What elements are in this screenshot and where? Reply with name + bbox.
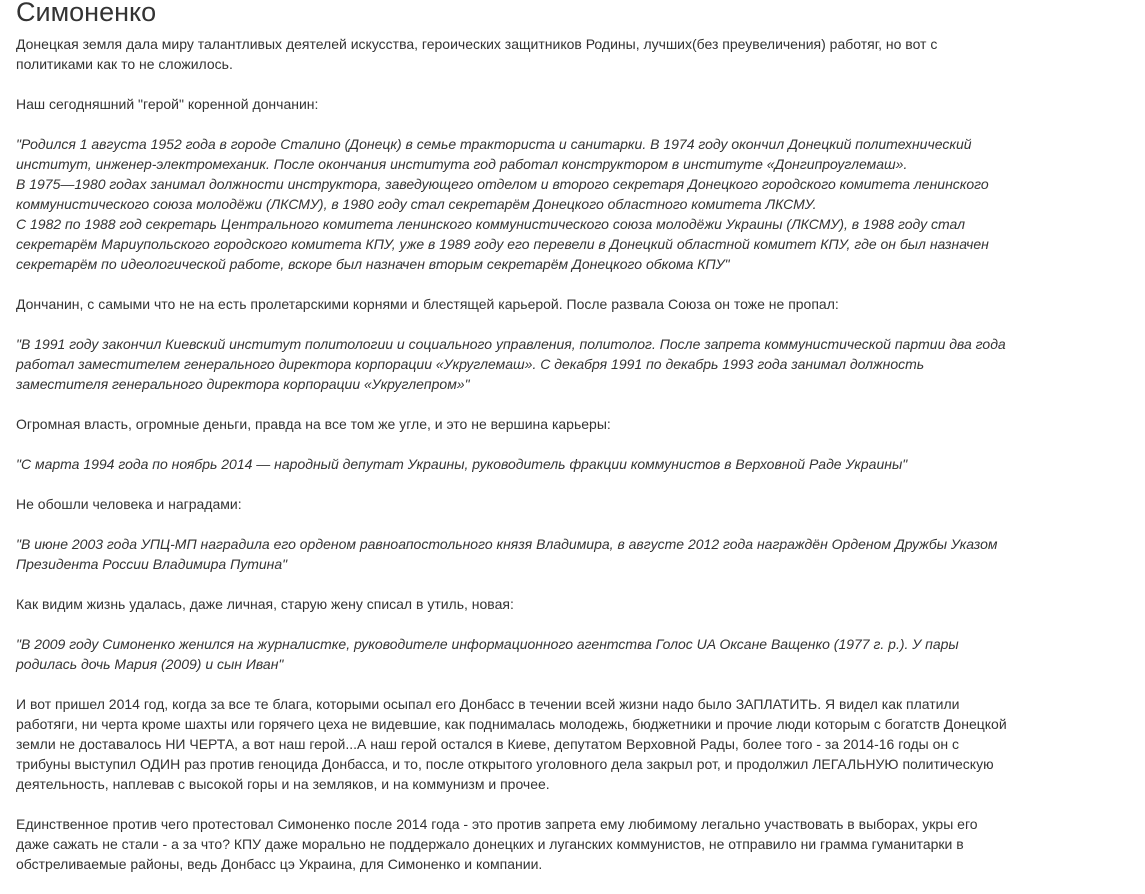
quote-deputy: "С марта 1994 года по ноябрь 2014 — народный депутат Украины, руководитель фракции коммунистов в Верховной Раде Украины" [16,456,908,472]
quote-biography [16,134,1011,274]
article [16,0,1011,894]
quote-1991: "В 1991 году закончил Киевский институт политологии и социального управления, политолог. После запрета коммунистической партии два года работал заместителем генерального директора корпорации «Укруглемаш». С декабря 1991 по декабрь 1993 года занимал должность заместителя генерального директора корпорации «Укруглепром»" [16,336,1006,392]
paragraph-career: Дончанин, с самыми что не на есть пролетарскими корнями и блестящей карьерой. После развала Союза он тоже не пропал: [16,296,839,312]
paragraph-intro: Донецкая земля дала миру талантливых деятелей искусства, героических защитников Родины, лучших(без преувеличения) работяг, но вот с политиками как то не сложилось. [16,36,938,72]
paragraph-hero: Наш сегодняшний "герой" коренной дончанин: [16,96,319,112]
paragraph-awards: Не обошли человека и наградами: [16,496,242,512]
paragraph-protest: Единственное против чего протестовал Симоненко после 2014 года - это против запрета ему любимому легально участвовать в выборах, укры его даже сажать не стали - а за что? КПУ даже морально не поддержало донецких и луганских коммунистов, не отправило ни грамма гуманитарки в обстреливаемые районы, ведь Донбасс цэ Украина, для Симоненко и компании. [16,816,978,872]
paragraph-2014: И вот пришел 2014 год, когда за все те блага, которыми осыпал его Донбасс в течении всей жизни надо было ЗАПЛАТИТЬ. Я видел как платили работяги, ни черта кроме шахты или горячего цеха не видевшие, как поднималась молодежь, бюджетники и прочие люди которым с богатств Донецкой земли не доставалось НИ ЧЕРТА, а вот наш герой...А наш герой остался в Киеве, депутатом Верховной Рады, более того - за 2014-16 годы он с трибуны выступил ОДИН раз против геноцида Донбасса, и то, после открытого уголовного дела закрыл рот, и продолжил ЛЕГАЛЬНУЮ политическую деятельность, наплевав с высокой горы и на земляков, и на коммунизм и прочее. [16,696,1007,792]
quote-awards: "В июне 2003 года УПЦ-МП наградила его орденом равноапостольного князя Владимира, в августе 2012 года награждён Орденом Дружбы Указом Президента России Владимира Путина" [16,536,998,572]
paragraph-power: Огромная власть, огромные деньги, правда на все том же угле, и это не вершина карьеры: [16,416,611,432]
article-title: Симоненко [16,0,157,27]
quote-line: В 1975—1980 годах занимал должности инструктора, заведующего отделом и второго секретаря Донецкого городского комитета ленинского коммунистического союза молодёжи (ЛКСМУ), в 1980 году стал секретарём Донецкого областного комитета ЛКСМУ. [16,176,989,212]
quote-line: "Родился 1 августа 1952 года в городе Сталино (Донецк) в семье тракториста и санитарки. В 1974 году окончил Донецкий политехнический институт, инженер-электромеханик. После окончания института год работал конструктором в институте «Донгипроуглемаш». [16,136,972,172]
paragraph-life: Как видим жизнь удалась, даже личная, старую жену списал в утиль, новая: [16,596,514,612]
quote-line: С 1982 по 1988 год секретарь Центрального комитета ленинского коммунистического союза молодёжи Украины (ЛКСМУ), в 1988 году стал секретарём Мариупольского городского комитета КПУ, уже в 1989 году его перевели в Донецкий областной комитет КПУ, где он был назначен секретарём по идеологической работе, вскоре был назначен вторым секретарём Донецкого обкома КПУ" [16,216,989,272]
quote-marriage: "В 2009 году Симоненко женился на журналистке, руководителе информационного агентства Голос UA Оксане Ващенко (1977 г. р.). У пары родилась дочь Мария (2009) и сын Иван" [16,636,959,672]
